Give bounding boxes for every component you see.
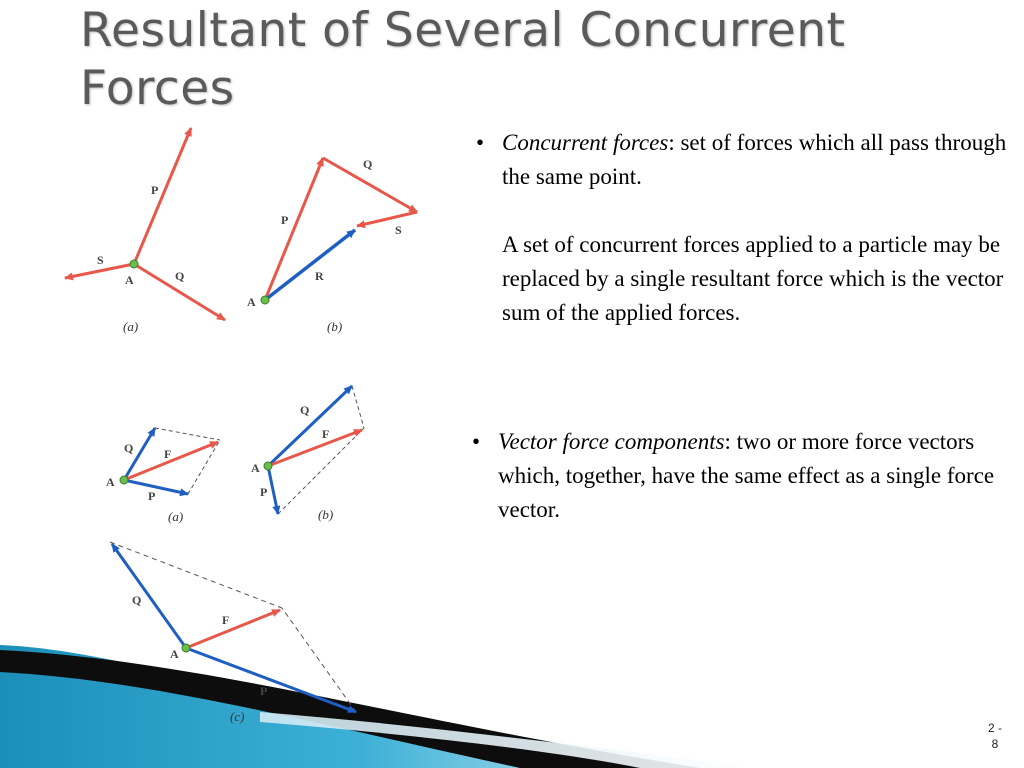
label-a-b: A (247, 295, 256, 309)
component-p-arrow-b (268, 466, 278, 514)
particle-a-b (261, 296, 269, 304)
vector-components-definition: : two or more force vectors which, together, have the same effect as a single force vector. (498, 429, 995, 522)
page-number (980, 720, 1010, 752)
label-r: R (315, 269, 324, 283)
label-f-c: F (222, 613, 230, 627)
label-p-c: P (260, 684, 268, 698)
dashed-line (155, 428, 220, 440)
label-p: P (151, 183, 159, 197)
caption-a: (a) (168, 509, 184, 524)
component-p-arrow (124, 480, 188, 494)
label-q: Q (124, 441, 134, 455)
dashed-line (352, 386, 364, 428)
component-q-arrow-b (268, 386, 352, 466)
caption-c: (c) (230, 709, 245, 724)
label-a: A (125, 273, 134, 287)
dashed-line (282, 608, 356, 712)
slide-title: Resultant of Several Concurrent Forces (80, 3, 846, 116)
concurrent-forces-term: Concurrent forces (502, 130, 669, 155)
page-number-line1: 2 - (987, 721, 1002, 735)
particle-a (130, 260, 138, 268)
label-a-c: A (170, 647, 179, 661)
particle-a-b (264, 462, 272, 470)
particle-a (120, 476, 128, 484)
label-q: Q (175, 269, 185, 283)
force-components-figure (100, 380, 370, 728)
concurrent-forces-paragraph: A set of concurrent forces applied to a particle may be replaced by a single resultant force which is the vector sum of the applied forces. (502, 232, 1004, 325)
label-q-c: Q (132, 593, 142, 607)
page-number-line2: 8 (991, 737, 999, 751)
force-s-arrow-b (357, 212, 417, 226)
bullet-glyph: • (472, 429, 481, 454)
dashed-line (278, 428, 364, 514)
component-p-arrow-c (186, 648, 356, 712)
concurrent-forces-figure (55, 118, 435, 340)
bullet-glyph: • (476, 130, 485, 155)
label-p-b: P (260, 485, 268, 499)
label-q-b: Q (363, 157, 373, 171)
label-s-b: S (395, 223, 402, 237)
label-a: A (106, 475, 115, 489)
vector-components-bullet (472, 425, 1014, 527)
caption-b: (b) (327, 319, 343, 334)
particle-a-c (182, 644, 190, 652)
label-f: F (164, 447, 172, 461)
vector-components-term: Vector force components (498, 429, 725, 454)
label-f-b: F (322, 427, 330, 441)
force-p-arrow (134, 128, 191, 264)
label-p-b: P (281, 213, 289, 227)
caption-b: (b) (318, 507, 334, 522)
component-q-arrow-c (112, 544, 186, 648)
label-s: S (97, 253, 104, 267)
label-p: P (148, 489, 156, 503)
label-q-b: Q (300, 403, 310, 417)
label-a-b: A (251, 461, 260, 475)
force-f-arrow-c (186, 610, 280, 648)
concurrent-forces-bullet (476, 126, 1016, 330)
caption-a: (a) (123, 319, 139, 334)
force-f-arrow-b (268, 430, 362, 466)
concurrent-forces-definition: : set of forces which all pass through the same point. (502, 130, 1007, 189)
